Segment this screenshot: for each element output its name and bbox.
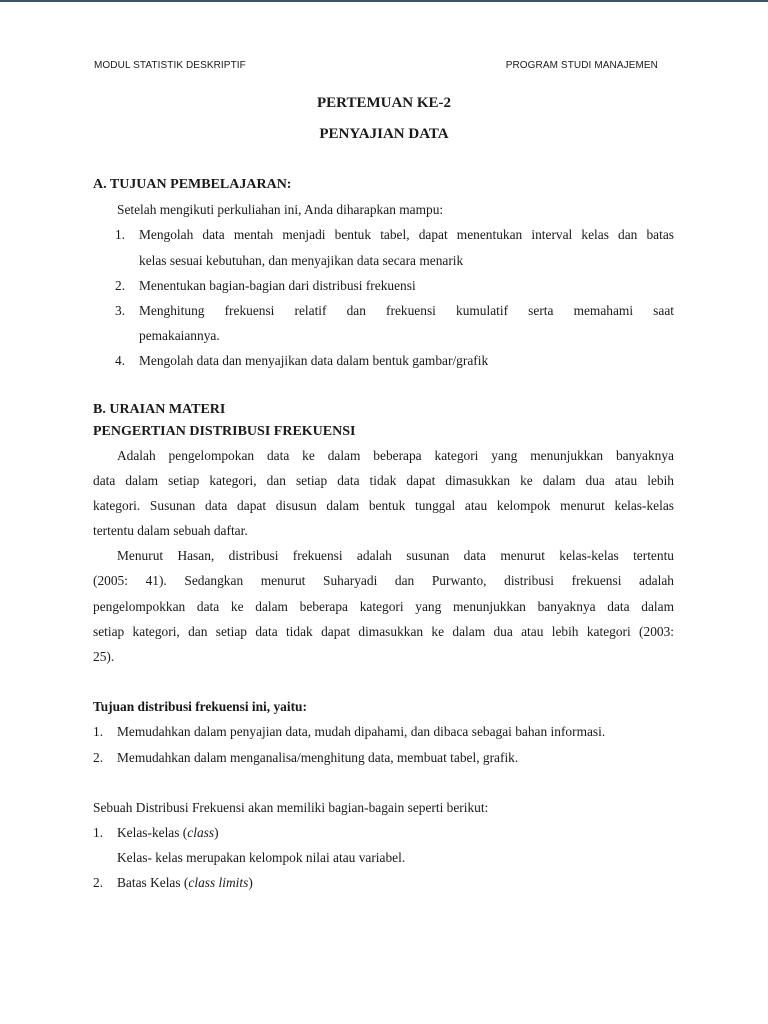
list-number: 1.: [93, 824, 104, 840]
definition-para-line-4: tertentu dalam sebuah daftar.: [93, 523, 248, 539]
definition-para-line-2: data dalam setiap kategori, dan setiap data tidak dapat dimasukkan ke dalam dua atau lebih: [93, 472, 674, 488]
list-number: 2.: [93, 875, 104, 891]
list-text: Kelas- kelas merupakan kelompok nilai atau variabel.: [117, 850, 406, 866]
objective-item-1: [93, 222, 674, 247]
section-a-heading: A. TUJUAN PEMBELAJARAN:: [93, 177, 292, 192]
running-header: [94, 60, 658, 71]
section-b-subheading: PENGERTIAN DISTRIBUSI FREKUENSI: [93, 423, 356, 439]
parts-intro: Sebuah Distribusi Frekuensi akan memiliki bagian-bagain seperti berikut:: [93, 799, 489, 815]
title-meeting: PERTEMUAN KE-2: [316, 95, 452, 111]
hasan-para-line-2: (2005: 41). Sedangkan menurut Suharyadi dan Purwanto, distribusi frekuensi adalah: [93, 573, 674, 589]
list-text: pemakaiannya.: [139, 328, 220, 344]
list-text: Batas Kelas (class limits): [117, 875, 253, 891]
purpose-item-1: [93, 719, 674, 744]
parts-item-2: [93, 870, 674, 895]
objective-item-2: [93, 273, 674, 298]
objective-item-3-cont: [93, 323, 674, 348]
parts-item-1: [93, 820, 674, 845]
list-text: Memudahkan dalam menganalisa/menghitung data, membuat tabel, grafik.: [117, 749, 519, 765]
list-text: Menentukan bagian-bagian dari distribusi frekuensi: [139, 277, 416, 293]
list-text: Mengolah data mentah menjadi bentuk tabel, dapat menentukan interval kelas dan batas: [139, 227, 674, 243]
list-number: 4.: [115, 353, 126, 369]
hasan-para-line-5: 25).: [93, 649, 115, 664]
list-text: kelas sesuai kebutuhan, dan menyajikan data secara menarik: [139, 252, 464, 268]
list-text: Kelas-kelas (class): [117, 824, 219, 840]
document-body: [93, 172, 674, 896]
list-text: Memudahkan dalam penyajian data, mudah dipahami, dan dibaca sebagai bahan informasi.: [117, 724, 606, 740]
purpose-heading: Tujuan distribusi frekuensi ini, yaitu:: [93, 699, 307, 715]
top-border-line: [0, 0, 768, 2]
list-number: 2.: [115, 277, 126, 293]
header-module-title: MODUL STATISTIK DESKRIPTIF: [94, 60, 246, 71]
title-topic: PENYAJIAN DATA: [319, 126, 449, 142]
parts-item-1-desc: [93, 845, 674, 870]
objective-item-1-cont: [93, 248, 674, 273]
list-text: Menghitung frekuensi relatif dan frekuensi kumulatif serta memahami saat: [139, 302, 674, 318]
list-number: 1.: [93, 724, 104, 740]
definition-para-line-3: kategori. Susunan data dapat disusun dalam bentuk tunggal atau kelompok menurut kelas-kelas: [93, 497, 674, 513]
purpose-item-2: [93, 745, 674, 770]
list-number: 1.: [115, 227, 126, 243]
section-a-intro: Setelah mengikuti perkuliahan ini, Anda diharapkan mampu:: [117, 202, 444, 218]
document-title: [0, 88, 768, 150]
hasan-para-line-3: pengelompokkan data ke dalam beberapa kategori yang menunjukkan banyaknya data dalam: [93, 598, 674, 614]
section-b-heading: B. URAIAN MATERI: [93, 401, 226, 417]
header-program-name: PROGRAM STUDI MANAJEMEN: [505, 60, 658, 71]
objective-item-3: [93, 298, 674, 323]
hasan-para-line-1: Menurut Hasan, distribusi frekuensi adalah susunan data menurut kelas-kelas tertentu: [117, 548, 674, 564]
list-text: Mengolah data dan menyajikan data dalam bentuk gambar/grafik: [139, 353, 489, 369]
hasan-para-line-4: setiap kategori, dan setiap data tidak dapat dimasukkan ke dalam dua atau lebih kategori (2003:: [93, 623, 674, 639]
definition-para-line-1: Adalah pengelompokan data ke dalam beberapa kategori yang menunjukkan banyaknya: [117, 447, 674, 463]
list-number: 3.: [115, 302, 126, 318]
list-number: 2.: [93, 749, 104, 765]
objective-item-4: [93, 348, 674, 373]
